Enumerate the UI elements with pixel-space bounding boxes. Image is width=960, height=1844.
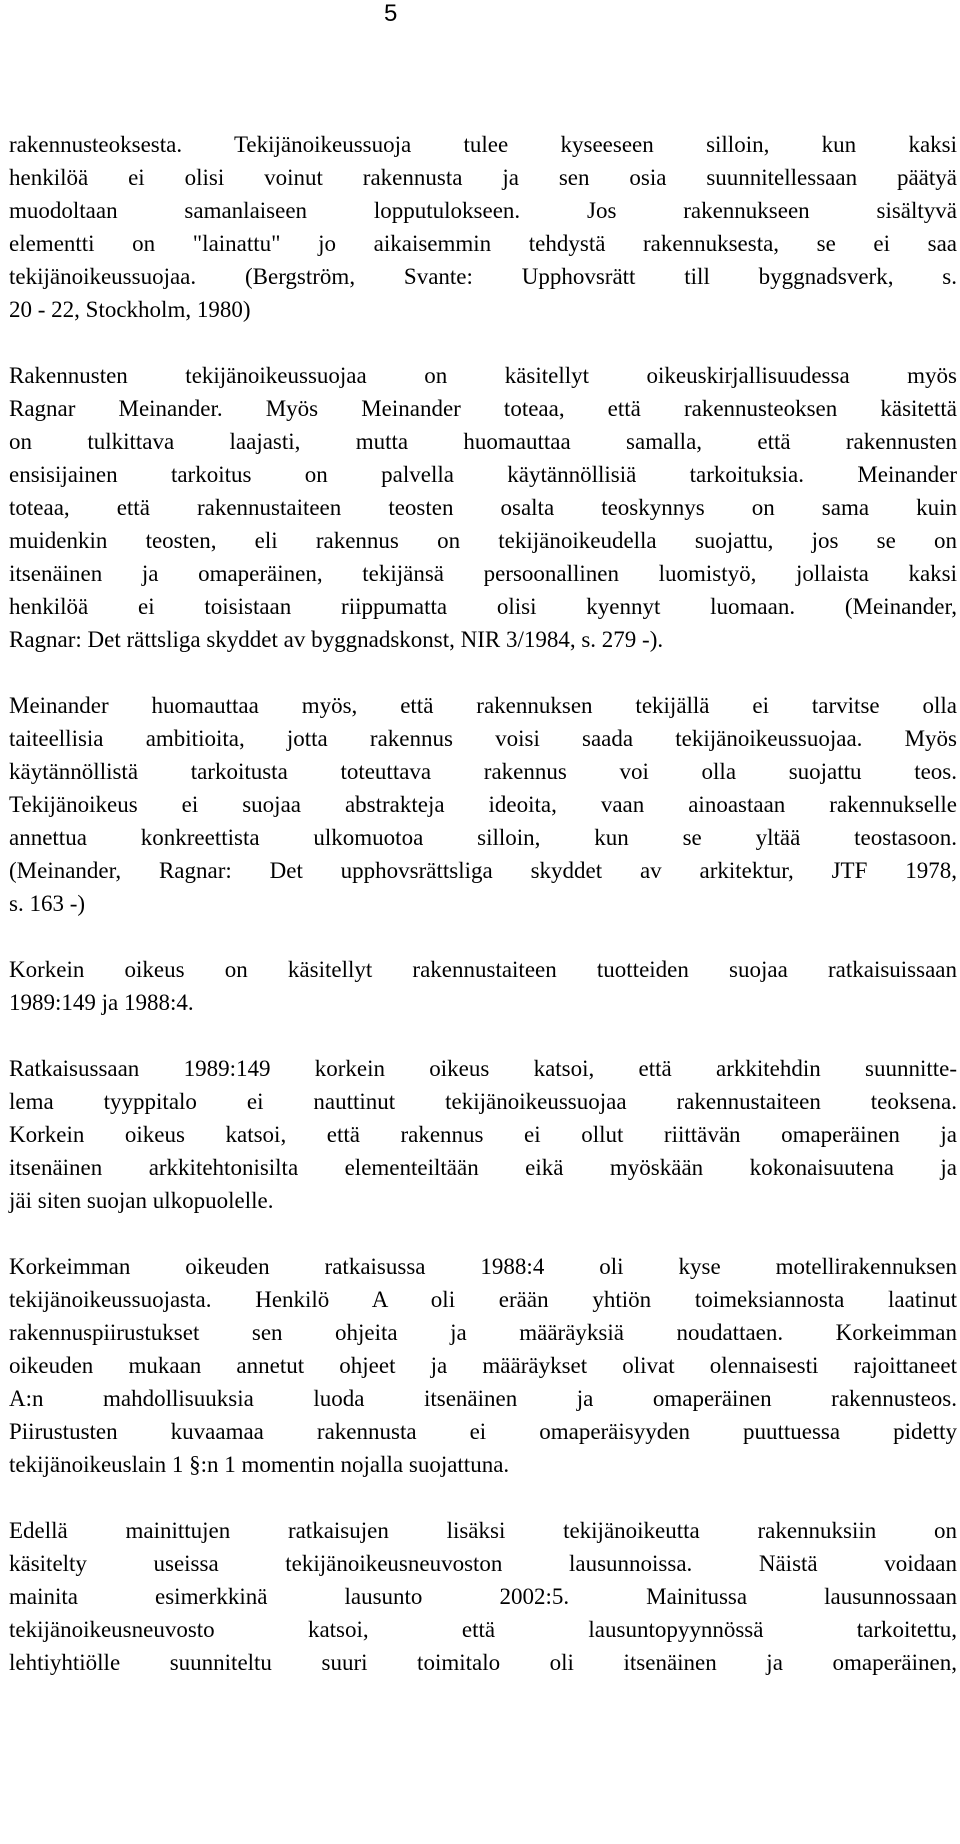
- text-line: tekijänoikeuslain 1 §:n 1 momentin nojalla suojattuna.: [9, 1452, 510, 1477]
- text-line: Ragnar Meinander. Myös Meinander toteaa, että rakennusteoksen käsitettä: [9, 396, 957, 421]
- text-line: lehtiyhtiölle suunniteltu suuri toimitalo oli itsenäinen ja omaperäinen,: [9, 1650, 957, 1675]
- text-line: mainita esimerkkinä lausunto 2002:5. Mainitussa lausunnossaan: [9, 1584, 957, 1609]
- text-line: muidenkin teosten, eli rakennus on tekijänoikeudella suojattu, jos se on: [9, 528, 957, 553]
- text-line: tekijänoikeusneuvosto katsoi, että lausuntopyynnössä tarkoitettu,: [9, 1617, 957, 1642]
- text-line: jäi siten suojan ulkopuolelle.: [9, 1188, 274, 1213]
- text-line: henkilöä ei olisi voinut rakennusta ja sen osia suunnitellessaan päätyä: [9, 165, 957, 190]
- text-line: taiteellisia ambitioita, jotta rakennus voisi saada tekijänoikeussuojaa. Myös: [9, 726, 957, 751]
- paragraph: [9, 1514, 957, 1679]
- text-line: Ratkaisussaan 1989:149 korkein oikeus katsoi, että arkkitehdin suunnitte-: [9, 1056, 957, 1081]
- text-line: Rakennusten tekijänoikeussuojaa on käsitellyt oikeuskirjallisuudessa myös: [9, 363, 957, 388]
- text-line: oikeuden mukaan annetut ohjeet ja määräykset olivat olennaisesti rajoittaneet: [9, 1353, 957, 1378]
- paragraph: [9, 689, 957, 920]
- text-line: tekijänoikeussuojasta. Henkilö A oli erään yhtiön toimeksiannosta laatinut: [9, 1287, 957, 1312]
- text-line: s. 163 -): [9, 891, 86, 916]
- text-line: 20 - 22, Stockholm, 1980): [9, 297, 251, 322]
- text-line: itsenäinen ja omaperäinen, tekijänsä persoonallinen luomistyö, jollaista kaksi: [9, 561, 957, 586]
- text-line: Piirustusten kuvaamaa rakennusta ei omaperäisyyden puuttuessa pidetty: [9, 1419, 957, 1444]
- text-line: 1989:149 ja 1988:4.: [9, 990, 194, 1015]
- text-line: elementti on "lainattu" jo aikaisemmin tehdystä rakennuksesta, se ei saa: [9, 231, 957, 256]
- text-line: toteaa, että rakennustaiteen teosten osalta teoskynnys on sama kuin: [9, 495, 957, 520]
- text-line: käytännöllistä tarkoitusta toteuttava rakennus voi olla suojattu teos.: [9, 759, 957, 784]
- text-line: on tulkittava laajasti, mutta huomauttaa samalla, että rakennusten: [9, 429, 957, 454]
- text-line: rakennuspiirustukset sen ohjeita ja määräyksiä noudattaen. Korkeimman: [9, 1320, 957, 1345]
- text-line: tekijänoikeussuojaa. (Bergström, Svante: Upphovsrätt till byggnadsverk, s.: [9, 264, 957, 289]
- text-line: A:n mahdollisuuksia luoda itsenäinen ja omaperäinen rakennusteos.: [9, 1386, 957, 1411]
- document-body: [9, 128, 957, 1679]
- text-line: käsitelty useissa tekijänoikeusneuvoston lausunnoissa. Näistä voidaan: [9, 1551, 957, 1576]
- text-line: Korkein oikeus katsoi, että rakennus ei ollut riittävän omaperäinen ja: [9, 1122, 957, 1147]
- text-line: henkilöä ei toisistaan riippumatta olisi kyennyt luomaan. (Meinander,: [9, 594, 957, 619]
- text-line: Edellä mainittujen ratkaisujen lisäksi tekijänoikeutta rakennuksiin on: [9, 1518, 957, 1543]
- text-line: Korkein oikeus on käsitellyt rakennustaiteen tuotteiden suojaa ratkaisuissaan: [9, 957, 957, 982]
- paragraph: [9, 953, 957, 1019]
- text-line: Korkeimman oikeuden ratkaisussa 1988:4 oli kyse motellirakennuksen: [9, 1254, 957, 1279]
- text-line: (Meinander, Ragnar: Det upphovsrättsliga skyddet av arkitektur, JTF 1978,: [9, 858, 957, 883]
- paragraph: [9, 1052, 957, 1217]
- text-line: Tekijänoikeus ei suojaa abstrakteja ideoita, vaan ainoastaan rakennukselle: [9, 792, 957, 817]
- text-line: Meinander huomauttaa myös, että rakennuksen tekijällä ei tarvitse olla: [9, 693, 957, 718]
- text-line: Ragnar: Det rättsliga skyddet av byggnadskonst, NIR 3/1984, s. 279 -).: [9, 627, 664, 652]
- text-line: rakennusteoksesta. Tekijänoikeussuoja tulee kyseeseen silloin, kun kaksi: [9, 132, 957, 157]
- text-line: itsenäinen arkkitehtonisilta elementeiltään eikä myöskään kokonaisuutena ja: [9, 1155, 957, 1180]
- paragraph: [9, 359, 957, 656]
- text-line: ensisijainen tarkoitus on palvella käytännöllisiä tarkoituksia. Meinander: [9, 462, 957, 487]
- text-line: muodoltaan samanlaiseen lopputulokseen. Jos rakennukseen sisältyvä: [9, 198, 957, 223]
- page-number: 5: [384, 0, 398, 27]
- text-line: lema tyyppitalo ei nauttinut tekijänoikeussuojaa rakennustaiteen teoksena.: [9, 1089, 957, 1114]
- paragraph: [9, 128, 957, 326]
- paragraph: [9, 1250, 957, 1481]
- text-line: annettua konkreettista ulkomuotoa silloin, kun se yltää teostasoon.: [9, 825, 957, 850]
